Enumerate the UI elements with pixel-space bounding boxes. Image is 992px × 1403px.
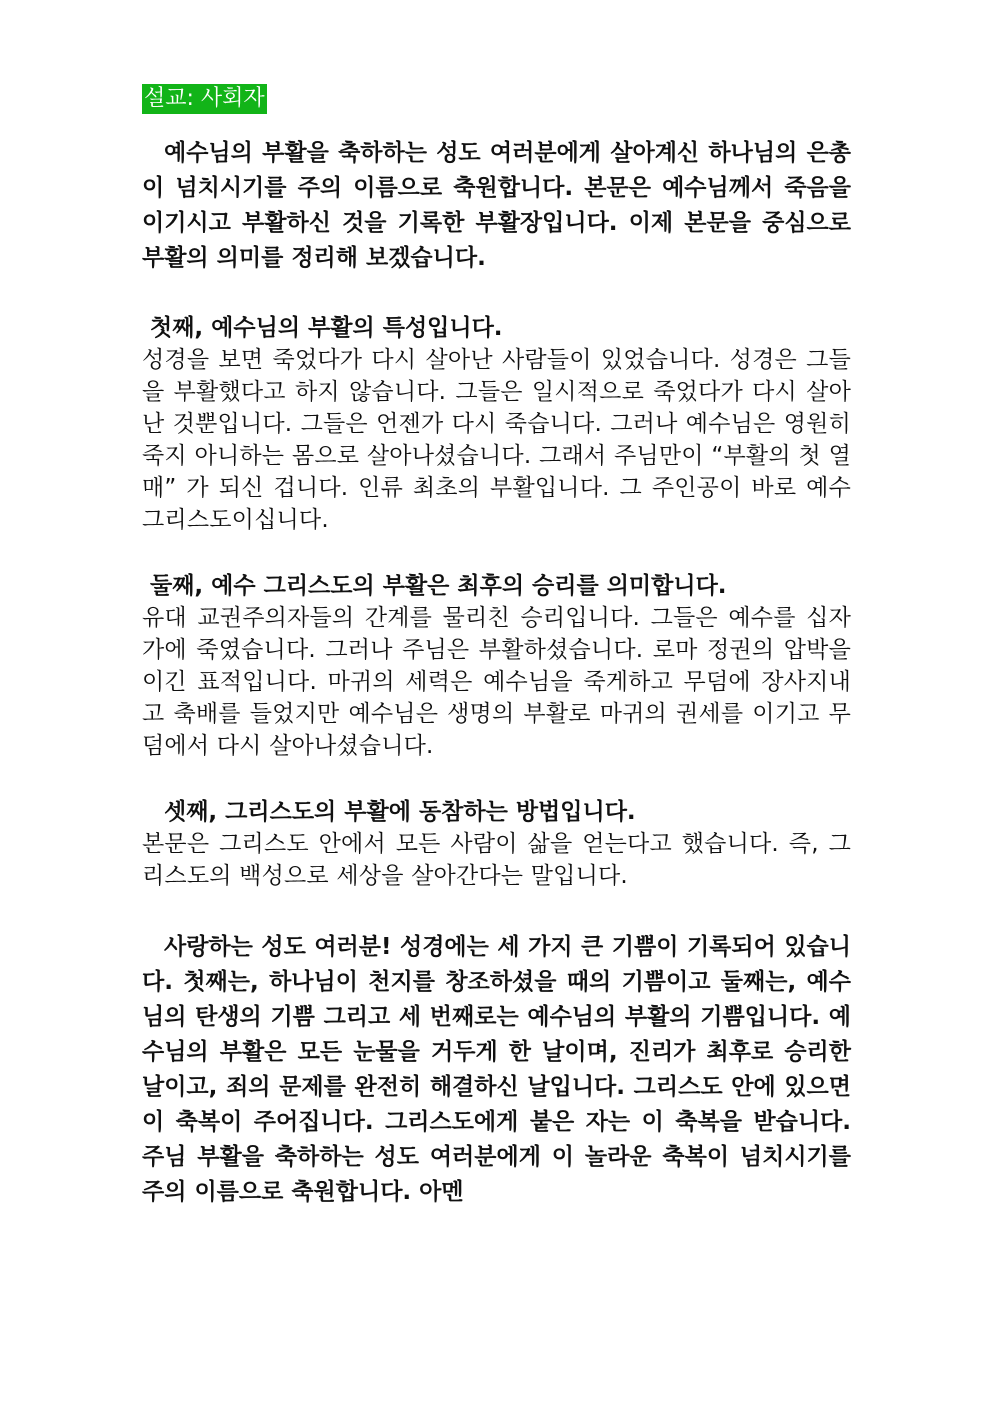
spacer bbox=[142, 276, 851, 312]
section-1-heading: 첫째, 예수님의 부활의 특성입니다. bbox=[150, 315, 503, 341]
document-page bbox=[142, 84, 851, 1210]
spacer bbox=[142, 762, 851, 796]
closing-paragraph: 사랑하는 성도 여러분! 성경에는 세 가지 큰 기쁨이 기록되어 있습니다. 첫째는, 하나님이 천지를 창조하셨을 때의 기쁨이고 둘째는, 예수님의 탄생의 기쁨 그리고 세 번째로는 예수님의 부활의 기쁨입니다. 예수님의 부활은 모든 눈물을 거두게 한 날이며, 진리가 최후로 승리한 날이고, 죄의 문제를 완전히 해결하신 날입니다. 그리스도 안에 있으면 이 축복이 주어집니다. 그리스도에게 붙은 자는 이 축복을 받습니다. 주님 부활을 축하하는 성도 여러분에게 이 놀라운 축복이 넘치시기를 주의 이름으로 축원합니다. 아멘 bbox=[142, 934, 851, 1205]
spacer bbox=[142, 114, 851, 136]
section-1-body: 성경을 보면 죽었다가 다시 살아난 사람들이 있었습니다. 성경은 그들을 부활했다고 하지 않습니다. 그들은 일시적으로 죽었다가 다시 살아난 것뿐입니다. 그들은 언젠가 다시 죽습니다. 그러나 예수님은 영원히 죽지 아니하는 몸으로 살아나셨습니다. 그래서 주님만이 “부활의 첫 열매” 가 되신 겁니다. 인류 최초의 부활입니다. 그 주인공이 바로 예수 그리스도이십니다. bbox=[142, 347, 851, 533]
spacer bbox=[142, 892, 851, 930]
sermon-label: 설교: 사회자 bbox=[142, 84, 267, 114]
section-3-body: 본문은 그리스도 안에서 모든 사람이 삶을 얻는다고 했습니다. 즉, 그리스도의 백성으로 세상을 살아간다는 말입니다. bbox=[142, 831, 851, 889]
section-3-heading: 셋째, 그리스도의 부활에 동참하는 방법입니다. bbox=[164, 799, 636, 825]
section-2-body: 유대 교권주의자들의 간계를 물리친 승리입니다. 그들은 예수를 십자가에 죽였습니다. 그러나 주님은 부활하셨습니다. 로마 정권의 압박을 이긴 표적입니다. 마귀의 세력은 예수님을 죽게하고 무덤에 장사지내고 축배를 들었지만 예수님은 생명의 부활로 마귀의 권세를 이기고 무덤에서 다시 살아나셨습니다. bbox=[142, 605, 851, 759]
section-2-heading: 둘째, 예수 그리스도의 부활은 최후의 승리를 의미합니다. bbox=[150, 573, 727, 599]
spacer bbox=[142, 536, 851, 570]
intro-paragraph: 예수님의 부활을 축하하는 성도 여러분에게 살아계신 하나님의 은총이 넘치시기를 주의 이름으로 축원합니다. 본문은 예수님께서 죽음을 이기시고 부활하신 것을 기록한 부활장입니다. 이제 본문을 중심으로 부활의 의미를 정리해 보겠습니다. bbox=[142, 140, 851, 271]
